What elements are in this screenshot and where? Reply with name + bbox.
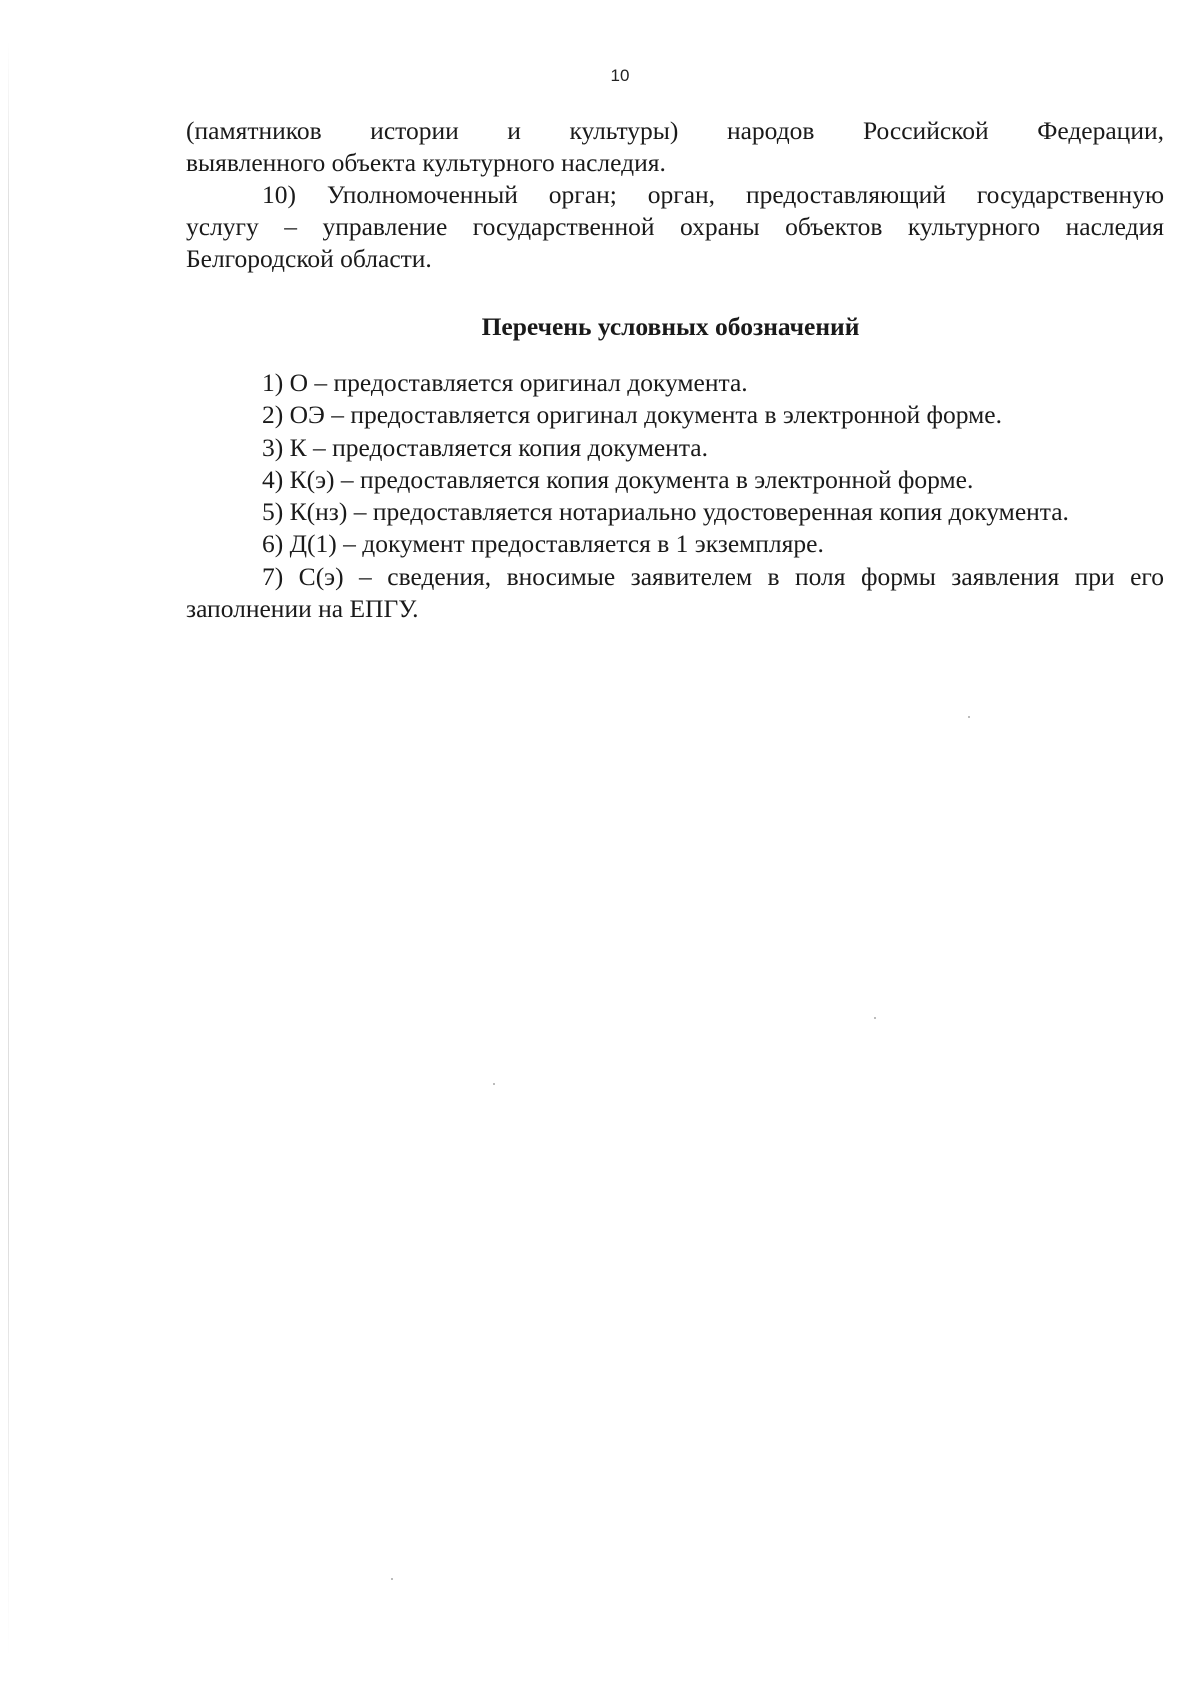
paragraph-line: услугу – управление государственной охраны объектов культурного наследия <box>186 212 1164 241</box>
page-number: 10 <box>610 66 630 85</box>
legend-item: 3) К – предоставляется копия документа. <box>262 432 708 462</box>
legend-heading: Перечень условных обозначений <box>481 312 860 341</box>
legend-item: 2) ОЭ – предоставляется оригинал документа в электронной форме. <box>262 400 1002 430</box>
scan-speck <box>391 1578 393 1580</box>
scan-speck <box>493 1083 495 1085</box>
legend-item: 6) Д(1) – документ предоставляется в 1 экземпляре. <box>262 529 824 559</box>
paragraph-10 <box>186 179 1164 275</box>
paragraph-line: 10) Уполномоченный орган; орган, предоставляющий государственную <box>262 180 1164 209</box>
legend-item: 5) К(нз) – предоставляется нотариально удостоверенная копия документа. <box>262 497 1069 527</box>
legend-item-7-line1: 7) С(э) – сведения, вносимые заявителем в поля формы заявления при его <box>262 561 1164 591</box>
paragraph-continuation <box>186 115 1164 179</box>
legend-item: 1) О – предоставляется оригинал документа. <box>262 368 748 397</box>
legend-list <box>186 367 1164 625</box>
scan-speck <box>968 716 970 718</box>
paragraph-line: Белгородской области. <box>186 244 432 273</box>
paragraph-line: выявленного объекта культурного наследия. <box>186 148 666 177</box>
paragraph-line: (памятников истории и культуры) народов Российской Федерации, <box>186 116 1164 145</box>
scan-edge-artifact <box>8 40 9 1660</box>
scan-speck <box>874 1017 876 1019</box>
legend-item: 4) К(э) – предоставляется копия документа в электронной форме. <box>262 464 974 494</box>
legend-item-7-line2: заполнении на ЕПГУ. <box>186 594 419 624</box>
